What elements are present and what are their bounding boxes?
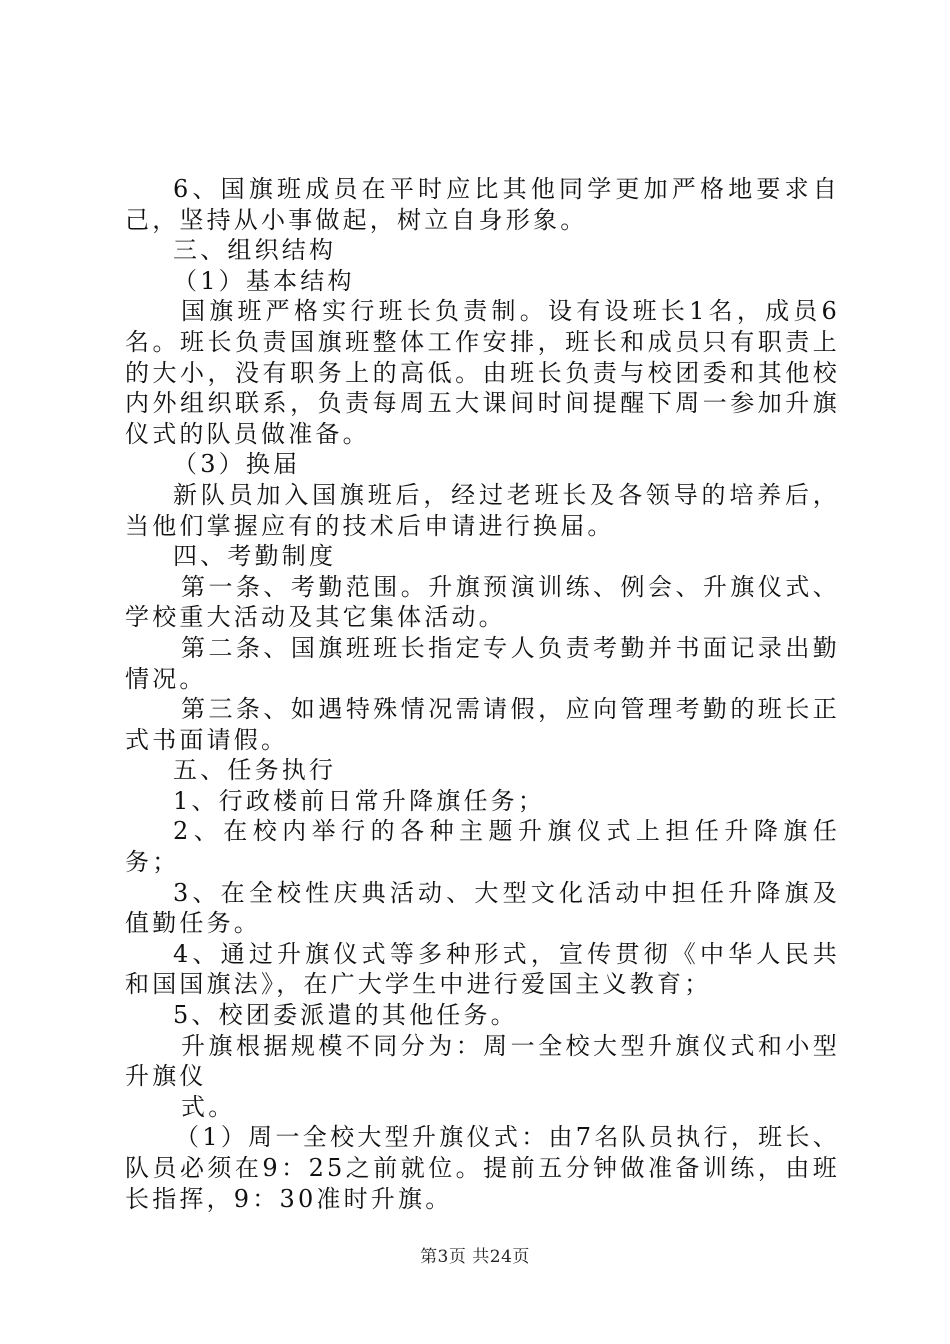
heading-attendance: 四、考勤制度 <box>173 542 337 571</box>
list-item-task-2: 2、在校内举行的各种主题升旗仪式上担任升降旗任务； <box>125 817 840 877</box>
paragraph-flag-raising-types: 升旗根据规模不同分为：周一全校大型升旗仪式和小型升旗仪 <box>125 1031 840 1091</box>
paragraph-item-6: 6、国旗班成员在平时应比其他同学更加严格地要求自己，坚持从小事做起，树立自身形象。 <box>125 175 840 234</box>
document-body <box>125 174 840 1214</box>
paragraph-article-1: 第一条、考勤范围。升旗预演训练、例会、升旗仪式、学校重大活动及其它集体活动。 <box>125 572 840 632</box>
paragraph-basic-structure: 国旗班严格实行班长负责制。设有设班长1名，成员6名。班长负责国旗班整体工作安排，班长和成员只有职责上的大小，没有职务上的高低。由班长负责与校团委和其他校内外组织联系，负责每周五大课间时间提醒下周一参加升旗仪式的队员做准备。 <box>125 297 840 448</box>
paragraph-term-change: 新队员加入国旗班后，经过老班长及各领导的培养后，当他们掌握应有的技术后申请进行换届。 <box>125 480 840 540</box>
subheading-basic-structure: （1）基本结构 <box>173 266 355 295</box>
list-item-task-5: 5、校团委派遣的其他任务。 <box>173 1001 518 1030</box>
paragraph-article-2: 第二条、国旗班班长指定专人负责考勤并书面记录出勤情况。 <box>125 633 840 693</box>
paragraph-flag-raising-types-end: 式。 <box>181 1092 236 1121</box>
paragraph-article-3: 第三条、如遇特殊情况需请假，应向管理考勤的班长正式书面请假。 <box>125 695 840 754</box>
list-item-task-1: 1、行政楼前日常升降旗任务； <box>173 786 546 815</box>
subheading-term-change: （3）换届 <box>173 450 301 479</box>
list-item-task-3: 3、在全校性庆典活动、大型文化活动中担任升降旗及值勤任务。 <box>125 878 840 938</box>
paragraph-monday-ceremony: （1）周一全校大型升旗仪式：由7名队员执行，班长、队员必须在9：25之前就位。提前五分钟做准备训练，由班长指挥，9：30准时升旗。 <box>125 1123 840 1213</box>
list-item-task-4: 4、通过升旗仪式等多种形式，宣传贯彻《中华人民共和国国旗法》，在广大学生中进行爱国主义教育； <box>125 939 840 999</box>
page-footer: 第3页 共24页 <box>420 1247 530 1267</box>
heading-organization: 三、组织结构 <box>173 236 337 265</box>
heading-task-execution: 五、任务执行 <box>173 756 337 785</box>
